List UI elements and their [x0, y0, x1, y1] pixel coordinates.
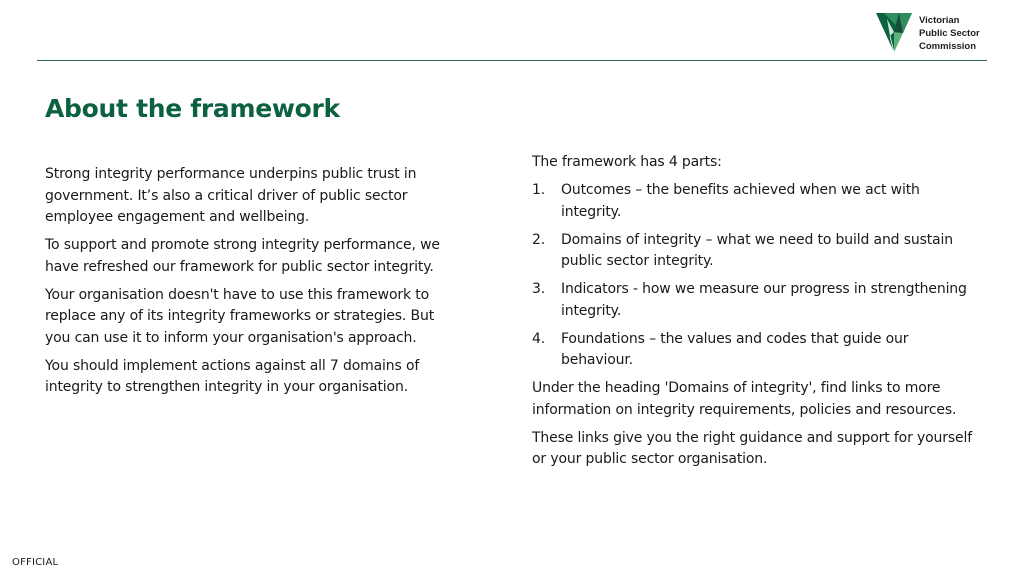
framework-parts-list: [532, 180, 982, 372]
left-paragraph: Strong integrity performance underpins public trust in government. It’s also a critical driver of public sector employee engagement and wellbeing.: [45, 166, 417, 225]
list-number: 4.: [532, 330, 546, 347]
list-item-text: Domains of integrity – what we need to build and sustain public sector integrity.: [561, 231, 953, 269]
right-paragraph: These links give you the right guidance and support for yourself or your public sector organisation.: [532, 429, 973, 467]
list-number: 1.: [532, 182, 546, 198]
logo-line-3: Commission: [919, 41, 977, 52]
left-paragraph: To support and promote strong integrity performance, we have refreshed our framework for public sector integrity.: [45, 237, 440, 275]
list-number: 2.: [532, 231, 546, 248]
page-title: About the framework: [45, 94, 340, 123]
right-paragraph: Under the heading 'Domains of integrity', find links to more information on integrity requirements, policies and resources.: [532, 380, 957, 418]
logo-line-1: Victorian: [919, 15, 960, 26]
list-item: [532, 279, 982, 322]
list-number: 3.: [532, 281, 546, 297]
list-item: [532, 180, 982, 223]
list-item-text: Indicators - how we measure our progress in strengthening integrity.: [561, 281, 967, 319]
right-column: [532, 152, 982, 477]
list-item-text: Foundations – the values and codes that guide our behaviour.: [561, 330, 909, 368]
logo-wordmark: [919, 14, 980, 53]
header-divider: [37, 60, 987, 61]
classification-label: OFFICIAL: [12, 557, 59, 568]
vpsc-logo: [876, 13, 988, 55]
list-item: [532, 329, 982, 372]
left-column: [45, 164, 455, 405]
vpsc-emblem-icon: [876, 13, 914, 53]
logo-line-2: Public Sector: [919, 28, 980, 39]
left-paragraph: Your organisation doesn't have to use this framework to replace any of its integrity frameworks or strategies. But you can use it to inform your organisation's approach.: [45, 286, 435, 346]
framework-intro: The framework has 4 parts:: [532, 154, 722, 170]
list-item: [532, 230, 982, 273]
list-item-text: Outcomes – the benefits achieved when we act with integrity.: [561, 182, 920, 220]
left-paragraph: You should implement actions against all 7 domains of integrity to strengthen integrity in your organisation.: [45, 357, 420, 395]
